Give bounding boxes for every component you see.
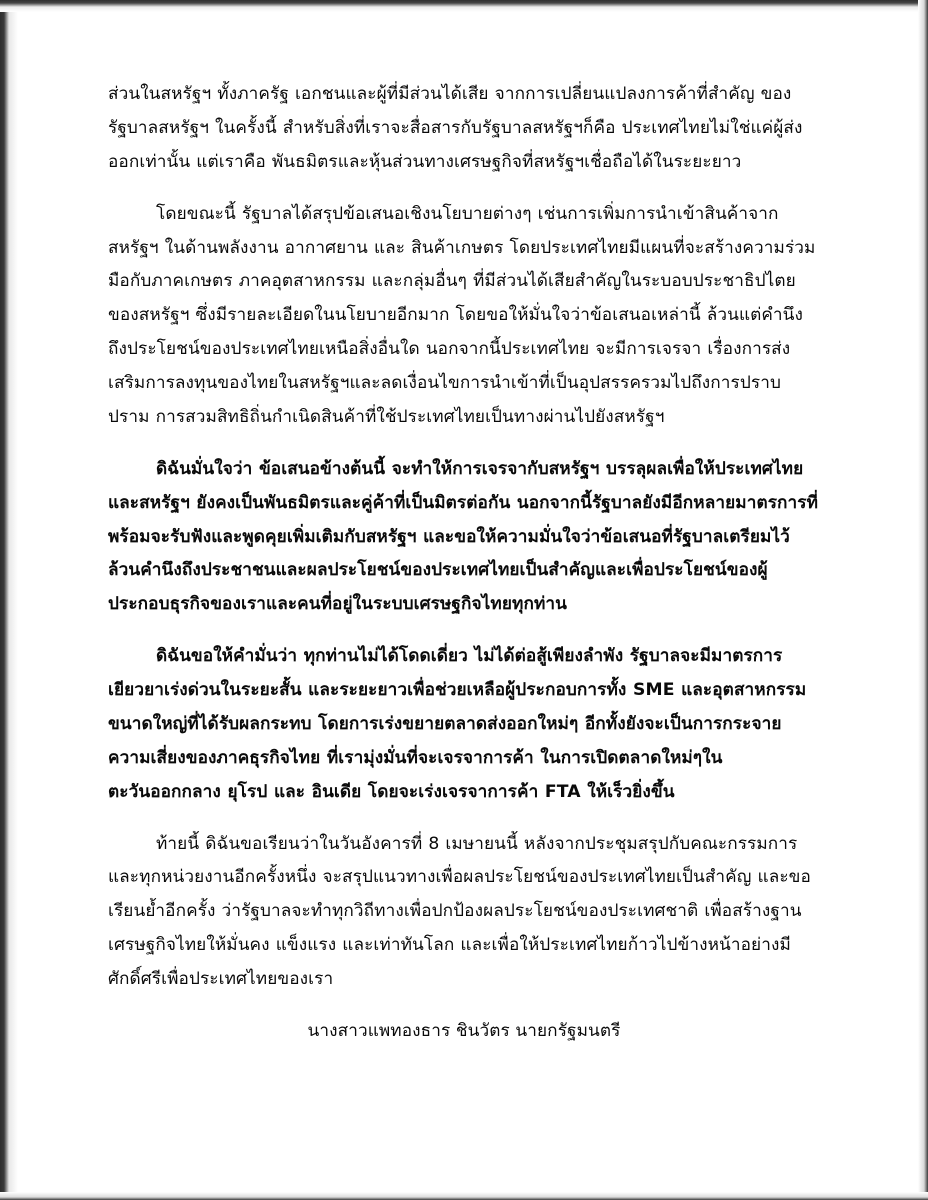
page-edge-bottom <box>0 1192 928 1200</box>
page-edge-left <box>0 0 18 1200</box>
paragraph-3: ดิฉันมั่นใจว่า ข้อเสนอข้างต้นนี้ จะทำให้การเจรจากับสหรัฐฯ บรรลุผลเพื่อให้ประเทศไทยและสหรัฐฯ ยังคงเป็นพันธมิตรและคู่ค้าที่เป็นมิตรต่อกัน นอกจากนี้รัฐบาลยังมีอีกหลายมาตรการที่พร้อมจะรับฟังและพูดคุยเพิ่มเติมกับสหรัฐฯ และขอให้ความมั่นใจว่าข้อเสนอที่รัฐบาลเตรียมไว้ ล้วนคำนึงถึงประชาชนและผลประโยชน์ของประเทศไทยเป็นสำคัญและเพื่อประโยชน์ของผู้ประกอบธุรกิจของเราและคนที่อยู่ในระบบเศรษฐกิจไทยทุกท่าน <box>108 458 819 615</box>
document-body <box>108 78 820 1048</box>
page-edge-top <box>0 0 928 12</box>
signature-line: นางสาวแพทองธาร ชินวัตร นายกรัฐมนตรี <box>307 1020 621 1041</box>
paragraph-5: ท้ายนี้ ดิฉันขอเรียนว่าในวันอังคารที่ 8 เมษายนนี้ หลังจากประชุมสรุปกับคณะกรรมการและทุกหน่วยงานอีกครั้งหนึ่ง จะสรุปแนวทางเพื่อผลประโยชน์ของประเทศไทยเป็นสำคัญ และขอเรียนย้ำอีกครั้ง ว่ารัฐบาลจะทำทุกวิถีทางเพื่อปกป้องผลประโยชน์ของประเทศชาติ เพื่อสร้างฐานเศรษฐกิจไทยให้มั่นคง แข็งแรง และเท่าทันโลก และเพื่อให้ประเทศไทยก้าวไปข้างหน้าอย่างมีศักดิ์ศรีเพื่อประเทศไทยของเรา <box>108 833 811 989</box>
page-edge-right <box>918 0 928 1200</box>
paragraph-4: ดิฉันขอให้คำมั่นว่า ทุกท่านไม่ได้โดดเดี่ยว ไม่ได้ต่อสู้เพียงลำพัง รัฐบาลจะมีมาตรการเยียวยาเร่งด่วนในระยะสั้น และระยะยาวเพื่อช่วยเหลือผู้ประกอบการทั้ง SME และอุตสาหกรรมขนาดใหญ่ที่ได้รับผลกระทบ โดยการเร่งขยายตลาดส่งออกใหม่ๆ อีกทั้งยังจะเป็นการกระจายความเสี่ยงของภาคธุรกิจไทย ที่เรามุ่งมั่นที่จะเจรจาการค้า ในการเปิดตลาดใหม่ๆในตะวันออกกลาง ยุโรป และ อินเดีย โดยจะเร่งเจรจาการค้า FTA ให้เร็วยิ่งขึ้น <box>108 646 807 802</box>
paragraph-2: โดยขณะนี้ รัฐบาลได้สรุปข้อเสนอเชิงนโยบายต่างๆ เช่นการเพิ่มการนำเข้าสินค้าจากสหรัฐฯ ในด้านพลังงาน อากาศยาน และ สินค้าเกษตร โดยประเทศไทยมีแผนที่จะสร้างความร่วมมือกับภาคเกษตร ภาคอุตสาหกรรม และกลุ่มอื่นๆ ที่มีส่วนได้เสียสำคัญในระบอบประชาธิปไตยของสหรัฐฯ ซึ่งมีรายละเอียดในนโยบายอีกมาก โดยขอให้มั่นใจว่าข้อเสนอเหล่านี้ ล้วนแต่คำนึงถึงประโยชน์ของประเทศไทยเหนือสิ่งอื่นใด นอกจากนี้ประเทศไทย จะมีการเจรจา เรื่องการส่งเสริมการลงทุนของไทยในสหรัฐฯและลดเงื่อนไขการนำเข้าที่เป็นอุปสรรครวมไปถึงการปราบปราม การสวมสิทธิถิ่นกำเนิดสินค้าที่ใช้ประเทศไทยเป็นทางผ่านไปยังสหรัฐฯ <box>108 203 816 427</box>
paragraph-1: ส่วนในสหรัฐฯ ทั้งภาครัฐ เอกชนและผู้ที่มีส่วนได้เสีย จากการเปลี่ยนแปลงการค้าที่สำคัญ ของรัฐบาลสหรัฐฯ ในครั้งนี้ สำหรับสิ่งที่เราจะสื่อสารกับรัฐบาลสหรัฐฯก็คือ ประเทศไทยไม่ใช่แค่ผู้ส่งออกเท่านั้น แต่เราคือ พันธมิตรและหุ้นส่วนทางเศรษฐกิจที่สหรัฐฯเชื่อถือได้ในระยะยาว <box>108 84 803 172</box>
